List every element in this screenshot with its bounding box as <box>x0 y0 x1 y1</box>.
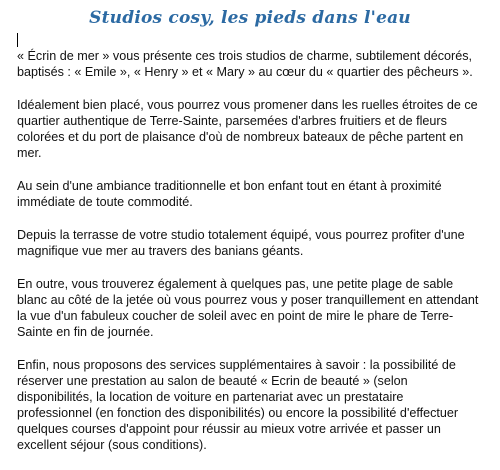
document-body[interactable] <box>17 48 479 470</box>
paragraph-location: Idéalement bien placé, vous pourrez vous promener dans les ruelles étroites de ce quartier authentique de Terre-Sainte, parsemées d'arbres fruitiers et de fleurs colorées et du port de plaisance d'où de nombreux bateaux de pêche partent en mer. <box>17 98 478 160</box>
text-cursor <box>17 33 18 47</box>
document-title: Studios cosy, les pieds dans l'eau <box>89 8 411 28</box>
paragraph-intro: « Écrin de mer » vous présente ces trois studios de charme, subtilement décorés, baptisés : « Emile », « Henry » et « Mary » au cœur du « quartier des pêcheurs ». <box>17 49 473 79</box>
paragraph-ambiance: Au sein d'une ambiance traditionnelle et bon enfant tout en étant à proximité immédiate de toute commodité. <box>17 179 442 209</box>
paragraph-services: Enfin, nous proposons des services supplémentaires à savoir : la possibilité de réserver une prestation au salon de beauté « Ecrin de beauté » (selon disponibilités, la location de voiture en partenariat avec un prestataire professionnel (en fonction des disponibilités) ou encore la possibilité d'effectuer quelques courses d'appoint pour réussir au mieux votre arrivée et passer un excellent séjour (sous conditions). <box>17 358 459 452</box>
paragraph-terrace: Depuis la terrasse de votre studio totalement équipé, vous pourrez profiter d'une magnifique vue mer au travers des banians géants. <box>17 228 465 258</box>
paragraph-beach: En outre, vous trouverez également à quelques pas, une petite plage de sable blanc au côté de la jetée où vous pourrez vous y poser tranquillement en attendant la vue d'un fabuleux coucher de soleil avec en point de mire le phare de Terre-Sainte en fin de journée. <box>17 277 479 339</box>
